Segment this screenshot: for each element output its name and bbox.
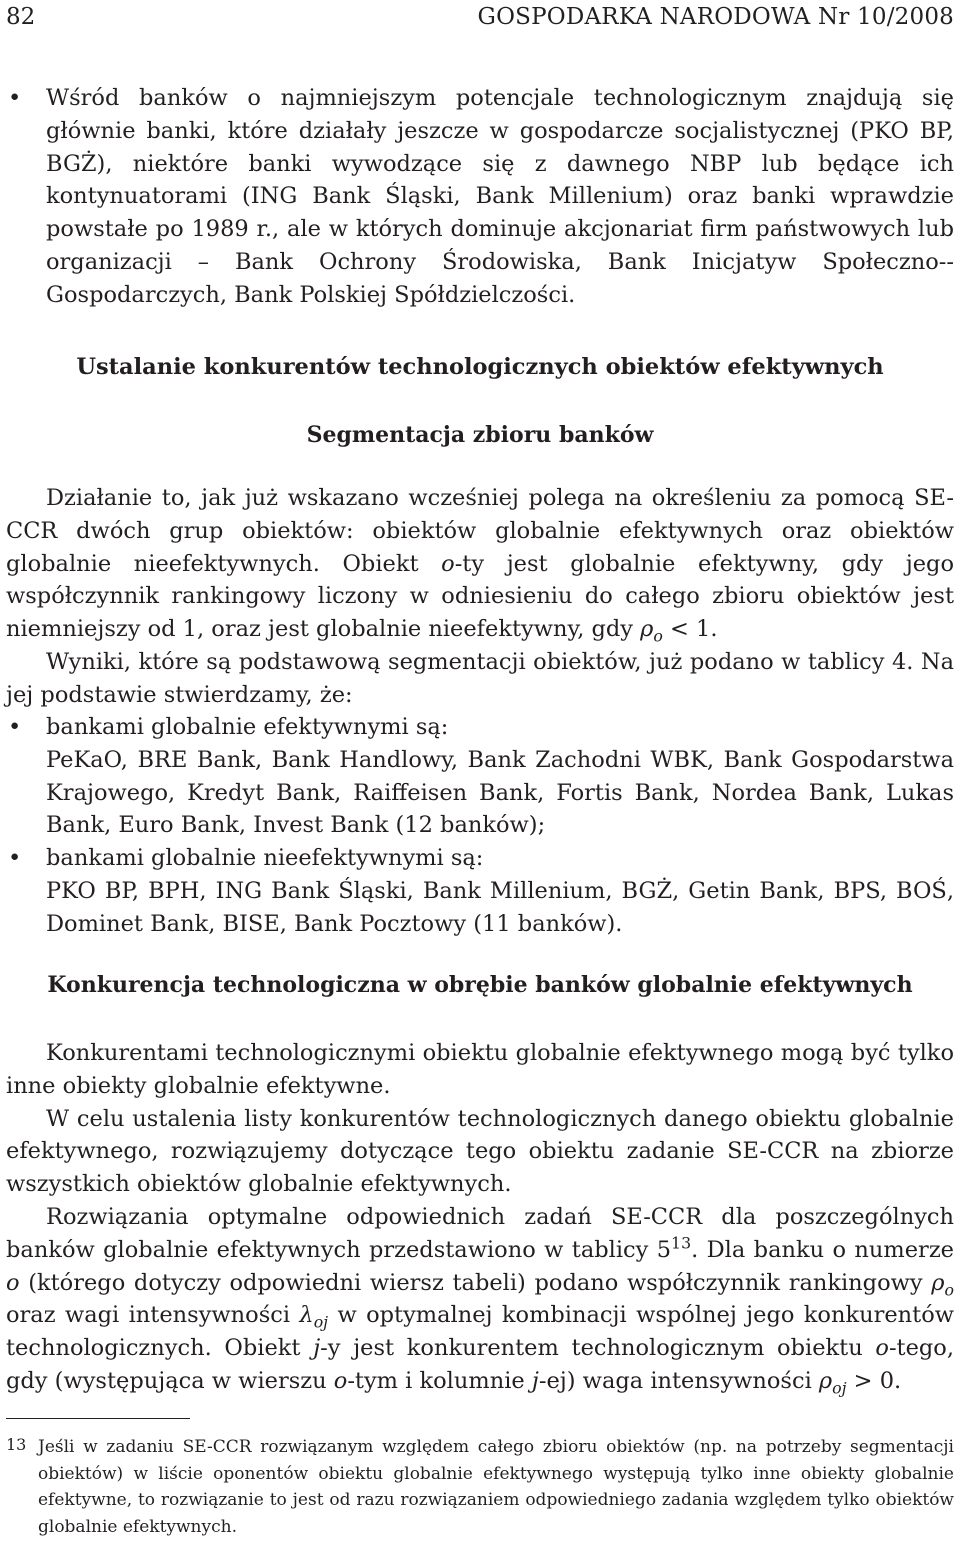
text-run: (którego dotyczy odpowiedni wiersz tabeli) podano współczynnik rankingowy — [19, 1269, 932, 1296]
intro-bullet — [6, 82, 954, 312]
intro-bullet-text: Wśród banków o najmniejszym potencjale technologicznym znajdują się głównie banki, które działały jeszcze w gospodarcze socjalistycznej (PKO BP, BGŻ), niektóre banki wywodzące się z dawnego NBP lub będące ich kontynuatorami (ING Bank Śląski, Bank Millenium) oraz banki wprawdzie powstałe po 1989 r., ale w których dominuje akcjonariat firm państwowych lub organizacji – Bank Ochrony Środowiska, Bank Inicjatyw Społeczno--Gospodarczych, Bank Polskiej Spółdzielczości. — [46, 85, 954, 308]
text-run: oraz wagi intensywności — [6, 1302, 300, 1329]
math-var: ρ — [640, 616, 654, 643]
footnote-divider — [6, 1418, 190, 1419]
text-run: . Dla banku o numerze — [691, 1236, 954, 1263]
competition-paragraphs — [6, 1037, 954, 1398]
math-subscript: oj — [313, 1312, 329, 1332]
text-run: -ej) waga intensywności — [538, 1367, 819, 1394]
math-var: o — [6, 1269, 20, 1296]
journal-title: GOSPODARKA NARODOWA Nr 10/2008 — [477, 4, 954, 30]
list-item-label: bankami globalnie efektywnymi są: — [46, 714, 449, 740]
inefficient-banks-names: PKO BP, BPH, ING Bank Śląski, Bank Millenium, BGŻ, Getin Bank, BPS, BOŚ, Dominet Bank, BISE, Bank Pocztowy (11 banków). — [46, 877, 954, 937]
paragraph: W celu ustalenia listy konkurentów technologicznych danego obiektu globalnie efektywnego, rozwiązujemy dotyczące tego obiektu zadanie SE-CCR na zbiorze wszystkich obiektów globalnie efektywnych. — [6, 1105, 954, 1198]
bullet-icon: • — [8, 714, 22, 740]
footnote-number: 13 — [6, 1435, 27, 1454]
page-number: 82 — [6, 4, 36, 30]
paragraph: Konkurentami technologicznymi obiektu globalnie efektywnego mogą być tylko inne obiekty globalnie efektywne. — [6, 1040, 954, 1099]
math-var: λ — [299, 1302, 314, 1329]
footnote-reference: 13 — [671, 1233, 692, 1253]
segmentation-paragraph — [6, 482, 954, 712]
efficient-banks-names: PeKaO, BRE Bank, Bank Handlowy, Bank Zachodni WBK, Bank Gospodarstwa Krajowego, Kredyt Bank, Raiffeisen Bank, Fortis Bank, Nordea Bank, Lukas Bank, Euro Bank, Invest Bank (12 banków); — [46, 746, 954, 839]
math-var: o — [875, 1335, 889, 1362]
list-item — [6, 711, 954, 744]
section-title: Ustalanie konkurentów technologicznych obiektów efektywnych — [76, 354, 884, 380]
math-var: ρ — [931, 1269, 945, 1296]
math-var: ρ — [818, 1367, 833, 1394]
bullet-icon: • — [8, 845, 22, 872]
bullet-icon: • — [8, 85, 22, 111]
paragraph — [6, 482, 954, 646]
footnote-text: Jeśli w zadaniu SE-CCR rozwiązanym względem całego zbioru obiektów (np. na potrzeby segmentacji obiektów) w liście oponentów obiektu globalnie efektywnego występują tylko inne obiekty globalnie efektywne, to rozwiązanie to jest od razu rozwiązaniem odpowiedniego zadania względem tylko obiektów globalnie efektywnych. — [38, 1437, 954, 1537]
paragraph — [6, 1201, 954, 1398]
paragraph: Wyniki, które są podstawową segmentacji obiektów, już podano w tablicy 4. Na jej podstawie stwierdzamy, że: — [6, 648, 954, 708]
math-subscript: o — [944, 1280, 954, 1300]
math-var: o — [333, 1367, 348, 1394]
text-run: < 1. — [662, 616, 718, 643]
list-item — [6, 842, 954, 875]
subsection-title-competition: Konkurencja technologiczna w obrębie banków globalnie efektywnych — [47, 972, 913, 998]
text-run: -tym i kolumnie — [347, 1367, 532, 1394]
math-var: j — [313, 1335, 321, 1362]
math-subscript: o — [653, 626, 663, 646]
text-run: Działanie to, jak już wskazano wcześniej polega na określeniu za pomocą SE-CCR dwóch grup obiektów: obiektów globalnie efektywnych oraz obiektów globalnie nieefektywnych. Obiekt — [6, 485, 954, 577]
page-header — [6, 2, 954, 32]
text-run: w optymalnej kombinacji wspólnej jego konkurentów technologicznych. Obiekt — [6, 1302, 955, 1362]
footnote — [6, 1434, 954, 1540]
math-var: j — [531, 1367, 539, 1394]
text-run: Rozwiązania optymalne odpowiednich zadań SE-CCR dla poszczególnych banków globalnie efektywnych przedstawiono w tablicy 5 — [6, 1203, 954, 1263]
bank-groups-list — [6, 711, 954, 941]
subsection-title-segmentation: Segmentacja zbioru banków — [306, 422, 654, 448]
text-run: -tego, gdy (występująca w wierszu — [6, 1335, 954, 1394]
list-item-label: bankami globalnie nieefektywnymi są: — [46, 845, 484, 872]
text-run: -ty jest globalnie efektywny, gdy jego współczynnik rankingowy liczony w odniesieniu do całego zbioru obiektów jest niemniejszy od 1, oraz jest globalnie nieefektywny, gdy — [6, 550, 954, 643]
math-var: o — [441, 550, 455, 577]
text-run: > 0. — [846, 1367, 902, 1394]
list-item — [6, 82, 954, 312]
math-subscript: oj — [832, 1378, 847, 1398]
text-run: -y jest konkurentem technologicznym obiektu — [320, 1335, 876, 1362]
